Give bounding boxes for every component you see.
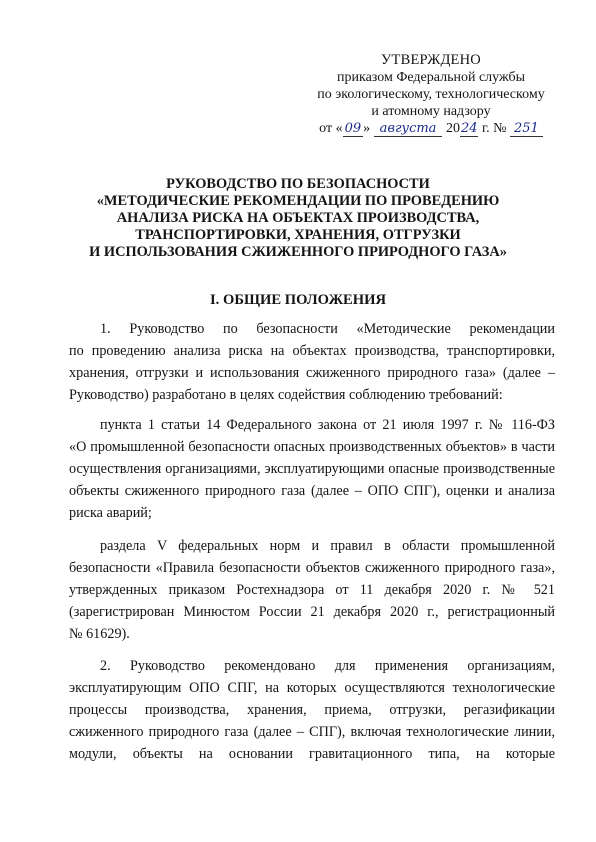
- text-line: утвержденных приказом Ростехнадзора от 11 декабря 2020 г. № 521: [69, 582, 555, 598]
- section-heading: I. ОБЩИЕ ПОЛОЖЕНИЯ: [210, 292, 386, 308]
- approval-stamp: [300, 52, 562, 137]
- text-line: эксплуатирующим ОПО СПГ, на которых осуществляются технологические: [69, 680, 555, 696]
- text-line: по проведению анализа риска на объектах производства, транспортировки,: [69, 343, 555, 359]
- approval-header: УТВЕРЖДЕНО: [381, 52, 481, 68]
- text-line: «О промышленной безопасности опасных производственных объектов» в части: [69, 439, 555, 455]
- paragraph-4: [69, 655, 555, 765]
- text-line: риска аварий;: [69, 505, 152, 521]
- date-year-handwritten: 24: [460, 121, 478, 136]
- title-line: АНАЛИЗА РИСКА НА ОБЪЕКТАХ ПРОИЗВОДСТВА,: [116, 210, 480, 226]
- text-line: раздела V федеральных норм и правил в области промышленной: [100, 538, 555, 554]
- text-line: осуществления организациями, эксплуатирующими опасные производственные: [69, 461, 555, 477]
- text-line: безопасности «Правила безопасности объектов сжиженного природного газа»,: [69, 560, 555, 576]
- date-month-handwritten: августа: [374, 121, 443, 137]
- paragraph-1: [69, 318, 555, 406]
- text-line: сжиженного природного газа (далее – СПГ), включая технологические линии,: [69, 724, 555, 740]
- paragraph-3: [69, 535, 555, 645]
- date-year-prefix: 20: [445, 121, 460, 136]
- text-line: процессы производства, хранения, приема, отгрузки, регазификации: [69, 702, 555, 718]
- paragraph-2: [69, 414, 555, 524]
- approval-line: по экологическому, технологическому: [317, 87, 545, 102]
- text-line: (зарегистрирован Минюстом России 21 декабря 2020 г., регистрационный: [69, 604, 555, 620]
- date-mid: »: [363, 121, 371, 136]
- approval-date-line: [300, 120, 562, 137]
- title-line: РУКОВОДСТВО ПО БЕЗОПАСНОСТИ: [166, 176, 430, 192]
- text-line: № 61629).: [69, 626, 130, 642]
- title-line: «МЕТОДИЧЕСКИЕ РЕКОМЕНДАЦИИ ПО ПРОВЕДЕНИЮ: [96, 193, 500, 209]
- text-line: модули, объекты на основании гравитационного типа, на которые: [69, 746, 555, 762]
- approval-line: и атомному надзору: [371, 104, 491, 119]
- order-number-label: г. №: [481, 121, 507, 136]
- text-line: 1. Руководство по безопасности «Методические рекомендации: [100, 321, 555, 337]
- text-line: 2. Руководство рекомендовано для применения организациям,: [100, 658, 555, 674]
- order-number-handwritten: 251: [510, 121, 543, 137]
- title-line: И ИСПОЛЬЗОВАНИЯ СЖИЖЕННОГО ПРИРОДНОГО ГАЗА»: [89, 244, 507, 260]
- text-line: пункта 1 статьи 14 Федерального закона от 21 июля 1997 г. № 116-ФЗ: [100, 417, 555, 433]
- text-line: хранения, отгрузки и использования сжиженного природного газа» (далее –: [69, 365, 555, 381]
- date-day-handwritten: 09: [344, 121, 362, 136]
- date-prefix: от «: [319, 121, 343, 136]
- document-title: [50, 176, 546, 261]
- text-line: объекты сжиженного природного газа (далее – ОПО СПГ), оценки и анализа: [69, 483, 555, 499]
- approval-line: приказом Федеральной службы: [337, 70, 525, 85]
- text-line: Руководство) разработано в целях содействия соблюдению требований:: [69, 387, 503, 403]
- title-line: ТРАНСПОРТИРОВКИ, ХРАНЕНИЯ, ОТГРУЗКИ: [135, 227, 461, 243]
